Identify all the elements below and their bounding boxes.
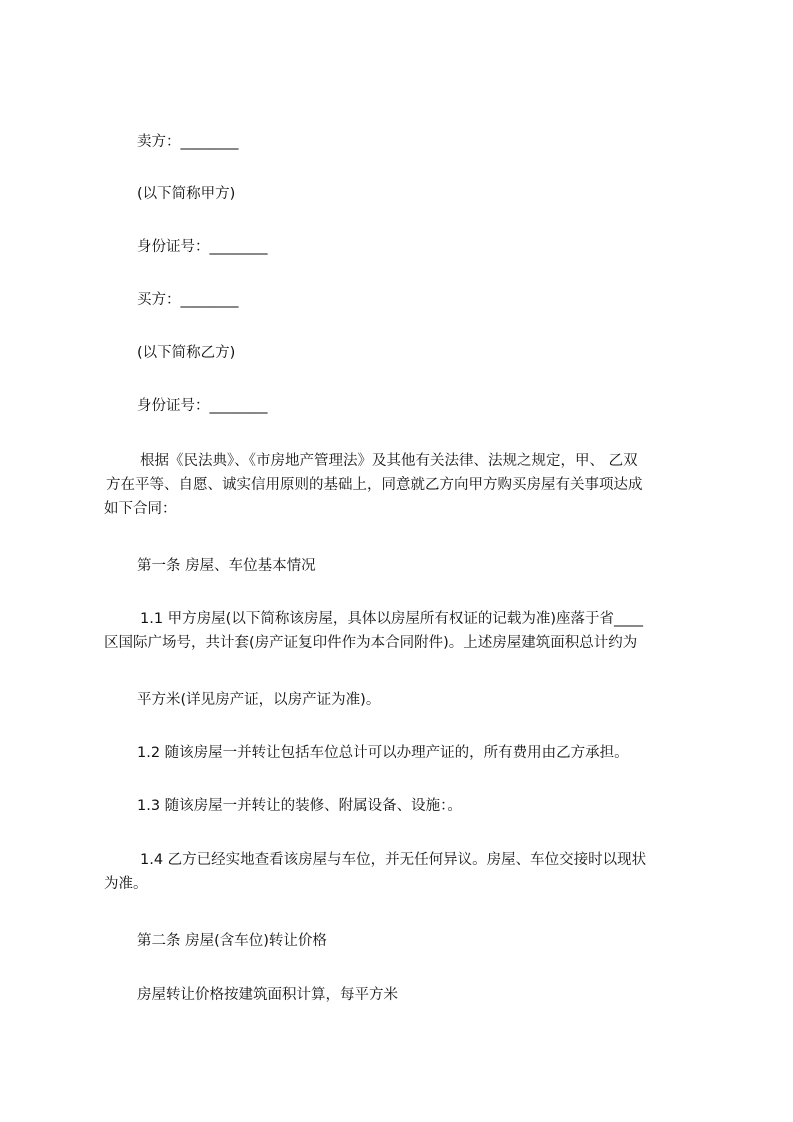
seller-alias: (以下简称甲方) (137, 186, 236, 202)
clause-line: 区国际广场号，共计套(房产证复印件作为本合同附件)。上述房屋建筑面积总计约为 (104, 635, 638, 651)
clause-1-3: 1.3 随该房屋一并转让的装修、附属设备、设施：。 (137, 798, 462, 814)
buyer-alias: (以下简称乙方) (137, 345, 236, 361)
article-1-title: 第一条 房屋、车位基本情况 (137, 558, 316, 574)
clause-1-1-continued: 平方米(详见房产证，以房产证为准)。 (137, 692, 381, 708)
preamble-line: 如下合同： (104, 501, 177, 517)
preamble-paragraph (104, 449, 704, 521)
clause-1-1 (104, 607, 704, 655)
clause-line: 1.1 甲方房屋(以下简称该房屋，具体以房屋所有权证的记载为准)座落于省____ (140, 611, 643, 627)
article-2-title: 第二条 房屋(含车位)转让价格 (137, 933, 327, 949)
price-text: 房屋转让价格按建筑面积计算，每平方米 (137, 987, 398, 1003)
clause-line: 1.4 乙方已经实地查看该房屋与车位，并无任何异议。房屋、车位交接时以现状 (140, 852, 647, 868)
buyer-field: 买方：________ (137, 292, 239, 308)
buyer-id-field: 身份证号：________ (137, 398, 268, 414)
preamble-line: 方在平等、自愿、诚实信用原则的基础上，同意就乙方向甲方购买房屋有关事项达成 (106, 477, 643, 493)
seller-field: 卖方：________ (137, 134, 239, 150)
clause-line: 为准。 (104, 876, 148, 892)
seller-id-field: 身份证号：________ (137, 239, 268, 255)
clause-1-2: 1.2 随该房屋一并转让包括车位总计可以办理产证的，所有费用由乙方承担。 (137, 745, 629, 761)
clause-1-4 (104, 848, 704, 896)
preamble-line: 根据《民法典》、《市房地产管理法》及其他有关法律、法规之规定，甲、 乙双 (140, 453, 638, 469)
